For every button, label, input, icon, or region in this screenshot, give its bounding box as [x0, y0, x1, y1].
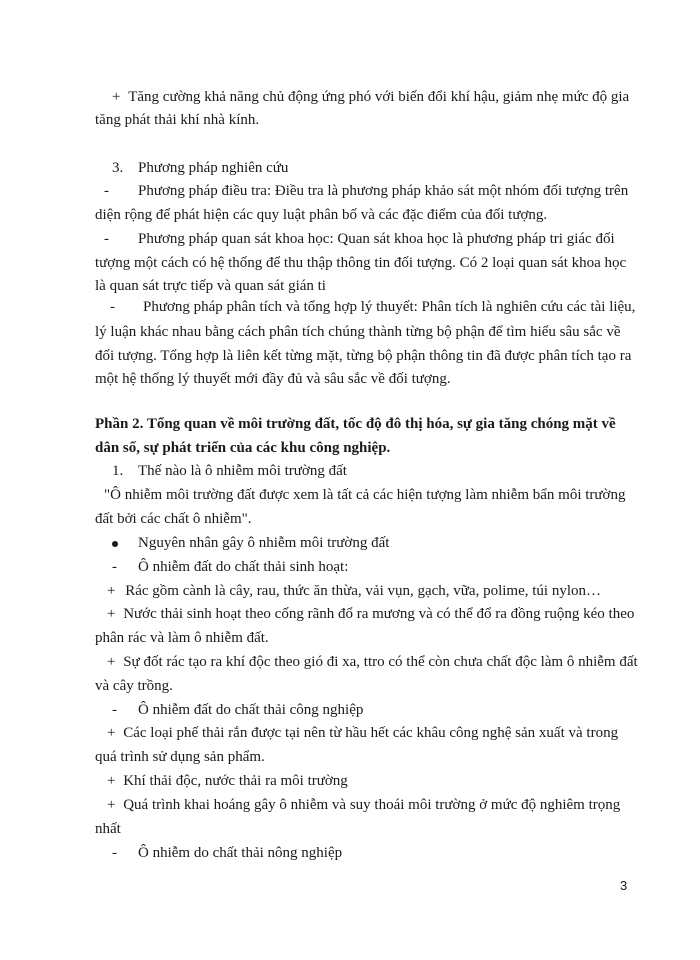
- text-content: Khí thải độc, nước thải ra môi trường: [123, 773, 348, 789]
- text-line: [95, 819, 121, 839]
- text-line: [104, 485, 626, 505]
- list-prefix: 3.: [112, 160, 124, 176]
- text-line: [95, 628, 269, 648]
- text-line: [95, 205, 547, 225]
- text-line: [95, 676, 173, 696]
- list-prefix: +: [107, 797, 116, 813]
- text-line: [138, 533, 389, 553]
- text-content: Rác gồm cành là cây, rau, thức ăn thừa, vải vụn, gạch, vữa, polime, túi nylon…: [125, 583, 601, 599]
- text-content: tăng phát thải khí nhà kính.: [95, 112, 260, 128]
- text-content: quá trình sử dụng sản phẩm.: [95, 749, 265, 765]
- text-content: Các loại phế thải rắn được tại nên từ hầu hết các khâu công nghệ sản xuất và trong: [123, 725, 619, 741]
- text-line: [107, 795, 620, 815]
- text-content: Sự đốt rác tạo ra khí độc theo gió đi xa, ttro có thể còn chưa chất độc làm ô nhiễm đất: [123, 654, 638, 670]
- list-prefix: -: [112, 845, 117, 861]
- text-line: [112, 843, 343, 863]
- section-heading: [112, 158, 289, 178]
- text-content: Ô nhiễm do chất thải nông nghiệp: [138, 845, 343, 861]
- text-line: [95, 253, 626, 273]
- text-content: lý luận khác nhau bằng cách phân tích chúng thành từng bộ phận để tìm hiểu sâu sắc về: [95, 324, 621, 340]
- text-line: [112, 557, 349, 577]
- list-prefix: -: [112, 559, 117, 575]
- text-content: Thế nào là ô nhiễm môi trường đất: [138, 463, 347, 479]
- bullet-icon: [112, 541, 118, 547]
- list-prefix: -: [110, 299, 115, 315]
- list-prefix: -: [112, 702, 117, 718]
- list-prefix: +: [107, 654, 116, 670]
- text-content: là quan sát trực tiếp và quan sát gián ti: [95, 278, 326, 294]
- list-prefix: 1.: [112, 463, 124, 479]
- text-line: [95, 369, 451, 389]
- text-content: và cây trồng.: [95, 678, 173, 694]
- text-line: [95, 509, 252, 529]
- text-content: Phần 2. Tổng quan về môi trường đất, tốc độ đô thị hóa, sự gia tăng chóng mặt về: [95, 416, 616, 432]
- text-line: [107, 723, 618, 743]
- text-content: Nước thải sinh hoạt theo cống rãnh đổ ra mương và có thể đổ ra đồng ruộng kéo theo: [123, 606, 635, 622]
- text-content: nhất: [95, 821, 121, 837]
- text-content: Nguyên nhân gây ô nhiễm môi trường đất: [138, 535, 390, 551]
- list-prefix: +: [112, 89, 121, 105]
- text-content: đất bởi các chất ô nhiễm".: [95, 511, 252, 527]
- text-line: [107, 604, 634, 624]
- text-line: [110, 297, 636, 317]
- text-content: Tăng cường khả năng chủ động ứng phó với biến đổi khí hậu, giảm nhẹ mức độ gia: [128, 89, 630, 105]
- part-heading: [95, 438, 390, 458]
- text-line: [107, 771, 348, 791]
- list-prefix: +: [107, 583, 116, 599]
- text-line: [104, 229, 615, 249]
- list-prefix: +: [107, 725, 116, 741]
- part-heading: [95, 414, 616, 434]
- text-content: "Ô nhiễm môi trường đất được xem là tất cả các hiện tượng làm nhiễm bẩn môi trường: [104, 487, 626, 503]
- text-content: Quá trình khai hoáng gây ô nhiễm và suy thoái môi trường ở mức độ nghiêm trọng: [123, 797, 621, 813]
- text-content: Ô nhiễm đất do chất thải công nghiệp: [138, 702, 364, 718]
- text-line: [112, 700, 364, 720]
- text-content: Phương pháp nghiên cứu: [138, 160, 289, 176]
- text-line: [95, 276, 326, 296]
- text-content: Ô nhiễm đất do chất thải sinh hoạt:: [138, 559, 349, 575]
- list-prefix: +: [107, 773, 116, 789]
- text-content: phân rác và làm ô nhiễm đất.: [95, 630, 269, 646]
- page-number: 3: [620, 878, 628, 893]
- text-line: [112, 87, 629, 107]
- text-content: tượng một cách có hệ thống để thu thập thông tin đối tượng. Có 2 loại quan sát khoa học: [95, 255, 627, 271]
- text-content: dân số, sự phát triển của các khu công nghiệp.: [95, 440, 391, 456]
- text-content: diện rộng để phát hiện các quy luật phân bố và các đặc điểm của đối tượng.: [95, 207, 548, 223]
- section-heading: [112, 461, 347, 481]
- text-line: [95, 322, 620, 342]
- text-line: [107, 652, 638, 672]
- text-content: đối tượng. Tổng hợp là liên kết từng mặt, từng bộ phận thông tin đã được phân tích tạo ra: [95, 348, 632, 364]
- list-prefix: -: [104, 231, 109, 247]
- text-line: [104, 181, 629, 201]
- text-line: [95, 747, 265, 767]
- text-line: [95, 346, 631, 366]
- text-content: Phương pháp phân tích và tổng hợp lý thuyết: Phân tích là nghiên cứu các tài liệu,: [143, 299, 636, 315]
- list-prefix: -: [104, 183, 109, 199]
- list-prefix: +: [107, 606, 116, 622]
- text-content: Phương pháp điều tra: Điều tra là phương pháp khảo sát một nhóm đối tượng trên: [138, 183, 629, 199]
- text-content: một hệ thống lý thuyết mới đầy đủ và sâu sắc về đối tượng.: [95, 371, 451, 387]
- text-content: Phương pháp quan sát khoa học: Quan sát khoa học là phương pháp tri giác đối: [138, 231, 615, 247]
- text-line: [95, 110, 259, 130]
- text-line: [107, 581, 601, 601]
